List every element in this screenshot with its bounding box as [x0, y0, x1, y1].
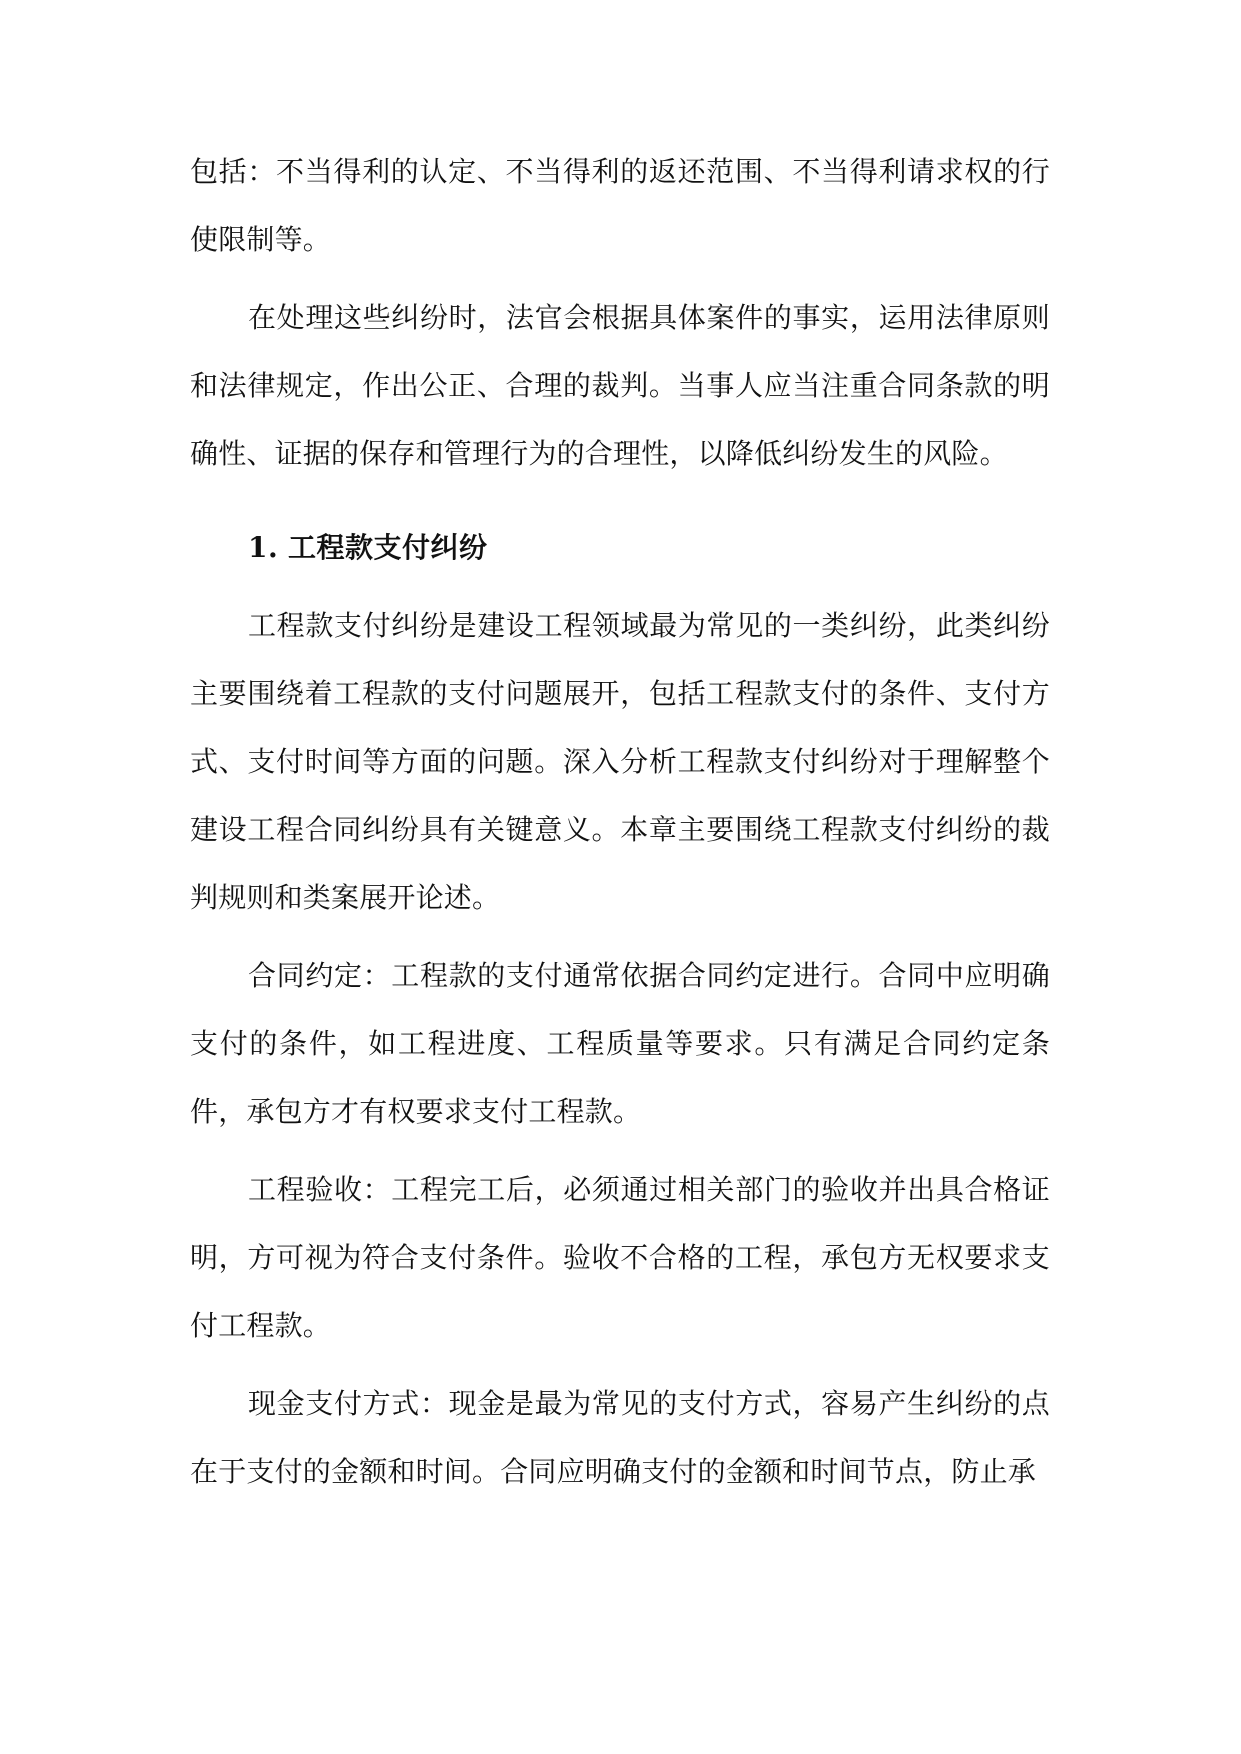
paragraph-contract-agreement: 合同约定：工程款的支付通常依据合同约定进行。合同中应明确支付的条件，如工程进度、工程质量等要求。只有满足合同约定条件，承包方才有权要求支付工程款。	[190, 959, 1050, 1128]
paragraph-dispute-handling: 在处理这些纠纷时，法官会根据具体案件的事实，运用法律原则和法律规定，作出公正、合理的裁判。当事人应当注重合同条款的明确性、证据的保存和管理行为的合理性，以降低纠纷发生的风险。	[190, 301, 1050, 470]
paragraph-project-acceptance: 工程验收：工程完工后，必须通过相关部门的验收并出具合格证明，方可视为符合支付条件。验收不合格的工程，承包方无权要求支付工程款。	[190, 1173, 1050, 1342]
paragraph-gap	[190, 1360, 1050, 1370]
heading-gap	[190, 488, 1050, 514]
section-heading	[190, 514, 1050, 582]
section-heading-title: 工程款支付纠纷	[288, 531, 488, 564]
paragraph-gap	[190, 1146, 1050, 1156]
paragraph-cash-payment: 现金支付方式：现金是最为常见的支付方式，容易产生纠纷的点在于支付的金额和时间。合同应明确支付的金额和时间节点，防止承	[190, 1387, 1050, 1488]
paragraph-gap	[190, 582, 1050, 592]
paragraph-payment-dispute-intro: 工程款支付纠纷是建设工程领域最为常见的一类纠纷，此类纠纷主要围绕着工程款的支付问题展开，包括工程款支付的条件、支付方式、支付时间等方面的问题。深入分析工程款支付纠纷对于理解整个建设工程合同纠纷具有关键意义。本章主要围绕工程款支付纠纷的裁判规则和类案展开论述。	[190, 609, 1050, 914]
section-heading-number: 1.	[248, 531, 279, 564]
document-body	[190, 138, 1050, 1506]
paragraph-gap	[190, 932, 1050, 942]
paragraph-gap	[190, 274, 1050, 284]
paragraph-continuation: 包括：不当得利的认定、不当得利的返还范围、不当得利请求权的行使限制等。	[190, 155, 1050, 256]
